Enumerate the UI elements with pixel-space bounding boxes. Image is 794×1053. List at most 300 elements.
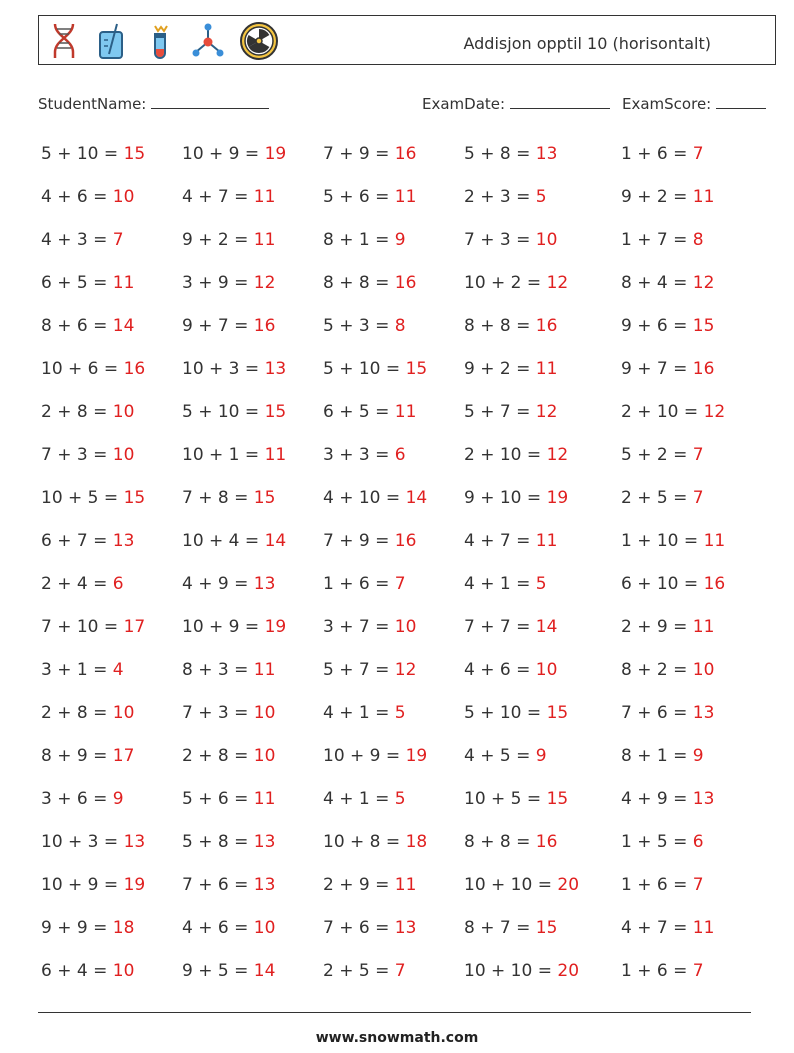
problem-row xyxy=(41,273,771,316)
problem-answer: 12 xyxy=(253,273,276,293)
problem-item xyxy=(323,488,427,508)
problem-answer: 11 xyxy=(535,531,558,551)
problem-question: 2 + 5 = xyxy=(323,961,395,981)
problem-question: 10 + 3 = xyxy=(182,359,265,379)
problem-answer: 10 xyxy=(253,746,276,766)
problem-answer: 15 xyxy=(405,359,428,379)
problem-answer: 19 xyxy=(123,875,146,895)
problem-item xyxy=(182,316,275,336)
problem-answer: 12 xyxy=(394,660,417,680)
problem-question: 2 + 5 = xyxy=(621,488,693,508)
problem-answer: 7 xyxy=(692,144,704,164)
problem-question: 7 + 8 = xyxy=(182,488,254,508)
problem-question: 1 + 5 = xyxy=(621,832,693,852)
problem-item xyxy=(323,617,416,637)
problem-question: 9 + 7 = xyxy=(182,316,254,336)
problem-item xyxy=(182,144,286,164)
problem-item xyxy=(621,531,725,551)
problem-item xyxy=(464,230,557,250)
problem-item xyxy=(182,187,275,207)
problem-row xyxy=(41,187,771,230)
problem-answer: 15 xyxy=(546,703,569,723)
problem-answer: 13 xyxy=(535,144,558,164)
problem-answer: 11 xyxy=(112,273,135,293)
problem-item xyxy=(41,617,145,637)
problem-item xyxy=(621,617,714,637)
problem-answer: 13 xyxy=(253,875,276,895)
problem-item xyxy=(621,832,704,852)
problem-answer: 14 xyxy=(535,617,558,637)
problem-answer: 7 xyxy=(692,445,704,465)
problem-answer: 16 xyxy=(394,273,417,293)
problem-question: 4 + 9 = xyxy=(182,574,254,594)
problem-item xyxy=(464,875,579,895)
problem-question: 10 + 10 = xyxy=(464,961,558,981)
problem-item xyxy=(323,703,406,723)
problem-item xyxy=(464,187,547,207)
problem-answer: 12 xyxy=(546,273,569,293)
exam-score-field[interactable] xyxy=(622,94,766,113)
problem-question: 5 + 7 = xyxy=(323,660,395,680)
problem-answer: 7 xyxy=(692,488,704,508)
problem-item xyxy=(621,961,704,981)
problem-answer: 11 xyxy=(394,875,417,895)
problem-answer: 15 xyxy=(253,488,276,508)
molecule-icon xyxy=(191,22,225,60)
problem-question: 5 + 3 = xyxy=(323,316,395,336)
problem-answer: 9 xyxy=(112,789,124,809)
problem-item xyxy=(464,402,557,422)
test-tube-icon xyxy=(143,22,177,60)
problem-item xyxy=(41,574,124,594)
problem-item xyxy=(182,273,275,293)
problem-item xyxy=(621,359,714,379)
problem-item xyxy=(182,746,275,766)
problem-question: 9 + 5 = xyxy=(182,961,254,981)
problem-row xyxy=(41,574,771,617)
footer-url: www.snowmath.com xyxy=(315,1030,479,1046)
problem-item xyxy=(464,488,568,508)
problem-item xyxy=(182,488,275,508)
problem-question: 9 + 7 = xyxy=(621,359,693,379)
problem-row xyxy=(41,832,771,875)
problem-item xyxy=(182,230,275,250)
problem-item xyxy=(323,746,427,766)
problem-question: 4 + 3 = xyxy=(41,230,113,250)
problem-answer: 17 xyxy=(112,746,135,766)
problem-question: 10 + 3 = xyxy=(41,832,124,852)
problem-question: 8 + 7 = xyxy=(464,918,536,938)
problem-question: 4 + 7 = xyxy=(182,187,254,207)
problem-item xyxy=(323,402,416,422)
problem-question: 10 + 5 = xyxy=(464,789,547,809)
problem-item xyxy=(182,617,286,637)
problem-answer: 18 xyxy=(405,832,428,852)
problem-row xyxy=(41,746,771,789)
radiation-icon xyxy=(239,21,279,61)
problem-answer: 16 xyxy=(703,574,726,594)
problem-question: 8 + 8 = xyxy=(323,273,395,293)
problem-question: 4 + 5 = xyxy=(464,746,536,766)
problem-answer: 10 xyxy=(253,918,276,938)
problem-question: 4 + 1 = xyxy=(464,574,536,594)
problem-answer: 7 xyxy=(394,574,406,594)
problem-answer: 5 xyxy=(535,187,547,207)
problem-item xyxy=(621,445,704,465)
problem-row xyxy=(41,531,771,574)
problem-answer: 18 xyxy=(112,918,135,938)
problem-answer: 15 xyxy=(546,789,569,809)
problem-question: 4 + 6 = xyxy=(182,918,254,938)
problem-item xyxy=(323,660,416,680)
problem-answer: 13 xyxy=(264,359,287,379)
problem-answer: 11 xyxy=(692,187,715,207)
problem-answer: 17 xyxy=(123,617,146,637)
problem-item xyxy=(621,574,725,594)
problem-answer: 19 xyxy=(546,488,569,508)
problem-row xyxy=(41,144,771,187)
problem-item xyxy=(182,531,286,551)
problem-item xyxy=(323,144,416,164)
problem-question: 8 + 4 = xyxy=(621,273,693,293)
problem-row xyxy=(41,316,771,359)
problem-item xyxy=(323,273,416,293)
problem-item xyxy=(323,961,406,981)
problem-item xyxy=(41,402,134,422)
student-name-field[interactable] xyxy=(38,94,269,113)
problem-item xyxy=(621,316,714,336)
problem-row xyxy=(41,445,771,488)
problem-item xyxy=(621,918,714,938)
problem-item xyxy=(621,875,704,895)
exam-date-label: ExamDate: xyxy=(422,95,506,113)
problem-item xyxy=(621,703,714,723)
problem-question: 5 + 7 = xyxy=(464,402,536,422)
problem-item xyxy=(323,230,406,250)
problem-question: 5 + 8 = xyxy=(182,832,254,852)
problem-question: 3 + 9 = xyxy=(182,273,254,293)
problem-question: 7 + 9 = xyxy=(323,144,395,164)
exam-date-line[interactable] xyxy=(510,94,610,109)
problem-question: 6 + 5 = xyxy=(41,273,113,293)
problem-answer: 14 xyxy=(112,316,135,336)
problem-item xyxy=(323,531,416,551)
problem-item xyxy=(182,660,275,680)
problem-question: 10 + 5 = xyxy=(41,488,124,508)
problem-item xyxy=(621,187,714,207)
problem-question: 7 + 3 = xyxy=(182,703,254,723)
problem-item xyxy=(41,488,145,508)
problem-answer: 11 xyxy=(692,617,715,637)
problem-question: 5 + 6 = xyxy=(323,187,395,207)
problem-item xyxy=(464,703,568,723)
problem-question: 2 + 8 = xyxy=(41,703,113,723)
problem-answer: 10 xyxy=(394,617,417,637)
problem-answer: 10 xyxy=(112,703,135,723)
problem-question: 9 + 2 = xyxy=(464,359,536,379)
problem-answer: 5 xyxy=(394,703,406,723)
problem-answer: 6 xyxy=(394,445,406,465)
problem-item xyxy=(182,574,275,594)
problem-item xyxy=(182,918,275,938)
problem-question: 6 + 4 = xyxy=(41,961,113,981)
problem-item xyxy=(182,445,286,465)
problem-question: 3 + 3 = xyxy=(323,445,395,465)
problem-question: 10 + 9 = xyxy=(41,875,124,895)
problem-question: 4 + 6 = xyxy=(464,660,536,680)
problem-answer: 16 xyxy=(253,316,276,336)
problem-item xyxy=(621,488,704,508)
problem-answer: 13 xyxy=(253,832,276,852)
problem-answer: 5 xyxy=(535,574,547,594)
problem-question: 5 + 10 = xyxy=(41,144,124,164)
problem-row xyxy=(41,359,771,402)
problem-item xyxy=(323,574,406,594)
problem-question: 7 + 9 = xyxy=(323,531,395,551)
problem-item xyxy=(41,961,134,981)
problem-item xyxy=(464,918,557,938)
problem-item xyxy=(464,832,557,852)
problem-item xyxy=(41,187,134,207)
problem-answer: 11 xyxy=(264,445,287,465)
problem-row xyxy=(41,789,771,832)
problem-answer: 8 xyxy=(394,316,406,336)
problem-question: 6 + 7 = xyxy=(41,531,113,551)
problem-item xyxy=(182,402,286,422)
problem-item xyxy=(464,273,568,293)
problem-question: 1 + 6 = xyxy=(621,961,693,981)
problem-question: 8 + 8 = xyxy=(464,832,536,852)
problem-grid xyxy=(41,144,771,1004)
problem-answer: 11 xyxy=(253,187,276,207)
problem-question: 10 + 2 = xyxy=(464,273,547,293)
problem-answer: 16 xyxy=(394,531,417,551)
problem-answer: 4 xyxy=(112,660,124,680)
problem-question: 7 + 3 = xyxy=(464,230,536,250)
problem-item xyxy=(464,531,557,551)
problem-item xyxy=(41,316,134,336)
problem-answer: 11 xyxy=(253,789,276,809)
problem-question: 6 + 5 = xyxy=(323,402,395,422)
worksheet-header xyxy=(38,15,776,65)
problem-row xyxy=(41,961,771,1004)
student-name-line[interactable] xyxy=(151,94,269,109)
problem-row xyxy=(41,488,771,531)
problem-question: 1 + 10 = xyxy=(621,531,704,551)
problem-item xyxy=(41,746,134,766)
problem-row xyxy=(41,918,771,961)
problem-question: 2 + 3 = xyxy=(464,187,536,207)
problem-question: 7 + 6 = xyxy=(182,875,254,895)
problem-answer: 7 xyxy=(692,875,704,895)
problem-answer: 13 xyxy=(692,789,715,809)
problem-question: 9 + 6 = xyxy=(621,316,693,336)
problem-answer: 14 xyxy=(405,488,428,508)
problem-answer: 19 xyxy=(405,746,428,766)
problem-question: 3 + 7 = xyxy=(323,617,395,637)
problem-item xyxy=(41,445,134,465)
problem-item xyxy=(323,445,406,465)
problem-question: 4 + 6 = xyxy=(41,187,113,207)
icon-strip xyxy=(47,20,279,62)
problem-answer: 10 xyxy=(112,402,135,422)
problem-answer: 11 xyxy=(703,531,726,551)
problem-item xyxy=(621,660,714,680)
problem-item xyxy=(621,144,704,164)
problem-question: 7 + 6 = xyxy=(621,703,693,723)
problem-item xyxy=(41,230,124,250)
problem-answer: 15 xyxy=(535,918,558,938)
problem-question: 10 + 10 = xyxy=(464,875,558,895)
problem-item xyxy=(41,789,124,809)
problem-question: 5 + 10 = xyxy=(323,359,406,379)
problem-question: 7 + 7 = xyxy=(464,617,536,637)
problem-question: 8 + 1 = xyxy=(323,230,395,250)
problem-item xyxy=(182,875,275,895)
problem-question: 9 + 9 = xyxy=(41,918,113,938)
problem-answer: 8 xyxy=(692,230,704,250)
problem-item xyxy=(323,875,416,895)
problem-item xyxy=(464,961,579,981)
problem-answer: 20 xyxy=(557,875,580,895)
problem-question: 2 + 10 = xyxy=(464,445,547,465)
problem-answer: 12 xyxy=(692,273,715,293)
problem-question: 5 + 6 = xyxy=(182,789,254,809)
problem-answer: 13 xyxy=(394,918,417,938)
problem-question: 1 + 6 = xyxy=(621,144,693,164)
problem-question: 5 + 10 = xyxy=(182,402,265,422)
problem-question: 10 + 8 = xyxy=(323,832,406,852)
problem-item xyxy=(323,359,427,379)
dna-icon xyxy=(47,22,81,60)
problem-answer: 12 xyxy=(546,445,569,465)
problem-item xyxy=(621,746,704,766)
student-name-label: StudentName: xyxy=(38,95,147,113)
problem-item xyxy=(323,918,416,938)
problem-question: 4 + 7 = xyxy=(621,918,693,938)
problem-answer: 16 xyxy=(123,359,146,379)
problem-question: 1 + 7 = xyxy=(621,230,693,250)
problem-item xyxy=(464,316,557,336)
problem-answer: 15 xyxy=(123,488,146,508)
problem-question: 8 + 8 = xyxy=(464,316,536,336)
problem-row xyxy=(41,402,771,445)
problem-answer: 7 xyxy=(692,961,704,981)
problem-question: 8 + 2 = xyxy=(621,660,693,680)
problem-question: 5 + 8 = xyxy=(464,144,536,164)
problem-answer: 10 xyxy=(253,703,276,723)
problem-question: 10 + 9 = xyxy=(182,144,265,164)
problem-item xyxy=(464,144,557,164)
problem-item xyxy=(323,789,406,809)
problem-answer: 13 xyxy=(112,531,135,551)
problem-question: 3 + 1 = xyxy=(41,660,113,680)
problem-question: 10 + 9 = xyxy=(323,746,406,766)
problem-answer: 7 xyxy=(394,961,406,981)
problem-answer: 13 xyxy=(253,574,276,594)
problem-answer: 10 xyxy=(535,230,558,250)
problem-question: 3 + 6 = xyxy=(41,789,113,809)
problem-question: 4 + 7 = xyxy=(464,531,536,551)
problem-answer: 16 xyxy=(394,144,417,164)
problem-item xyxy=(464,359,557,379)
problem-answer: 15 xyxy=(692,316,715,336)
problem-item xyxy=(41,875,145,895)
problem-answer: 11 xyxy=(535,359,558,379)
worksheet-title: Addisjon opptil 10 (horisontalt) xyxy=(463,34,711,53)
problem-answer: 11 xyxy=(253,230,276,250)
beaker-icon xyxy=(95,22,129,60)
problem-answer: 16 xyxy=(535,832,558,852)
problem-answer: 6 xyxy=(692,832,704,852)
problem-question: 2 + 8 = xyxy=(182,746,254,766)
problem-item xyxy=(41,144,145,164)
problem-question: 10 + 1 = xyxy=(182,445,265,465)
problem-answer: 16 xyxy=(692,359,715,379)
problem-answer: 11 xyxy=(394,402,417,422)
problem-question: 9 + 10 = xyxy=(464,488,547,508)
problem-answer: 19 xyxy=(264,617,287,637)
exam-date-field[interactable] xyxy=(422,94,610,113)
problem-question: 4 + 10 = xyxy=(323,488,406,508)
problem-question: 7 + 3 = xyxy=(41,445,113,465)
problem-row xyxy=(41,875,771,918)
problem-answer: 14 xyxy=(264,531,287,551)
exam-score-line[interactable] xyxy=(716,94,766,109)
problem-question: 10 + 6 = xyxy=(41,359,124,379)
problem-answer: 15 xyxy=(264,402,287,422)
problem-item xyxy=(323,187,416,207)
problem-answer: 9 xyxy=(692,746,704,766)
problem-answer: 14 xyxy=(253,961,276,981)
problem-answer: 10 xyxy=(112,961,135,981)
problem-item xyxy=(182,832,275,852)
problem-answer: 11 xyxy=(253,660,276,680)
problem-question: 8 + 3 = xyxy=(182,660,254,680)
problem-answer: 10 xyxy=(112,445,135,465)
problem-item xyxy=(182,961,275,981)
problem-answer: 7 xyxy=(112,230,124,250)
problem-answer: 9 xyxy=(394,230,406,250)
problem-item xyxy=(182,359,286,379)
problem-question: 1 + 6 = xyxy=(621,875,693,895)
problem-question: 5 + 10 = xyxy=(464,703,547,723)
problem-question: 9 + 2 = xyxy=(182,230,254,250)
problem-answer: 10 xyxy=(112,187,135,207)
problem-question: 8 + 9 = xyxy=(41,746,113,766)
problem-question: 2 + 4 = xyxy=(41,574,113,594)
problem-question: 5 + 2 = xyxy=(621,445,693,465)
problem-question: 2 + 9 = xyxy=(621,617,693,637)
problem-item xyxy=(41,660,124,680)
problem-item xyxy=(464,660,557,680)
problem-answer: 19 xyxy=(264,144,287,164)
problem-question: 2 + 8 = xyxy=(41,402,113,422)
problem-row xyxy=(41,703,771,746)
problem-question: 9 + 2 = xyxy=(621,187,693,207)
problem-row xyxy=(41,230,771,273)
problem-item xyxy=(182,789,275,809)
problem-item xyxy=(41,918,134,938)
problem-answer: 9 xyxy=(535,746,547,766)
problem-question: 10 + 4 = xyxy=(182,531,265,551)
problem-answer: 11 xyxy=(394,187,417,207)
problem-answer: 15 xyxy=(123,144,146,164)
problem-item xyxy=(621,230,704,250)
problem-question: 4 + 9 = xyxy=(621,789,693,809)
problem-question: 8 + 1 = xyxy=(621,746,693,766)
problem-question: 6 + 10 = xyxy=(621,574,704,594)
